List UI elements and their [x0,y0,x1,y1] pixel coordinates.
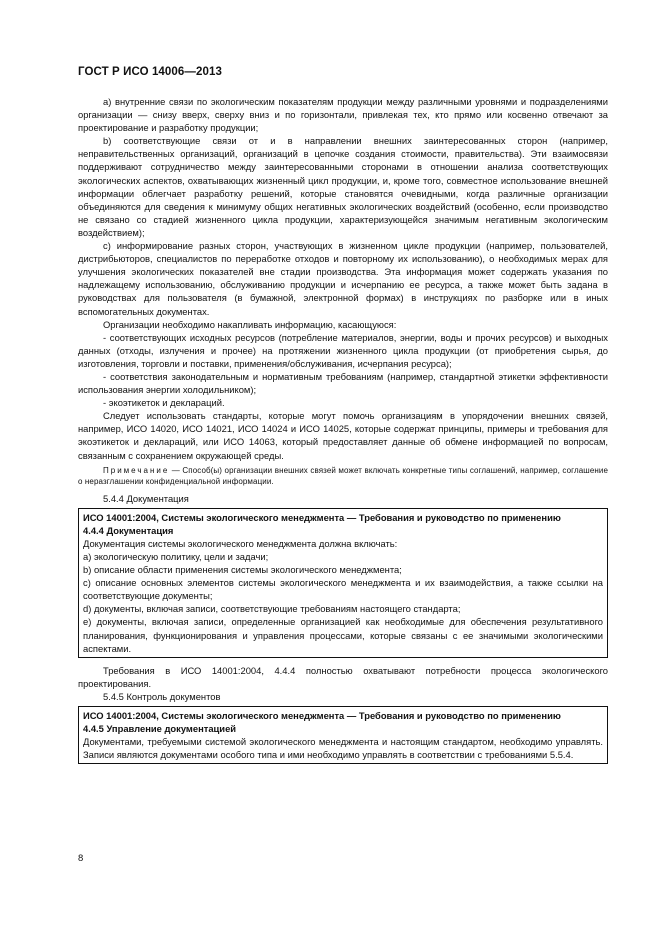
box1-line: e) документы, включая записи, определенные организацией как необходимые для обеспечения результативного планирования, функционирования и управления процессами, которые связаны с ее значимыми экологическими аспектами. [83,616,603,654]
note [78,465,608,488]
box1-line: Документация системы экологического менеджмента должна включать: [83,537,398,549]
standards-paragraph: Следует использовать стандарты, которые могут помочь организациям в упорядочении внешних связей, например, ИСО 14020, ИСО 14021, ИСО 14024 и ИСО 14025, которые содержат принципы, примеры и требования для экоэтикеток и деклараций, или ИСО 14063, который предоставляет данные об обмене информацией по вопросам, связанным с сохранением окружающей среды. [78,410,608,461]
box2-subtitle: 4.4.5 Управление документацией [83,723,237,735]
note-text: — Способ(ы) организации внешних связей может включать конкретные типы соглашений, например, соглашение о неразглашении конфиденциальной информации. [78,465,608,487]
box2-line: Документами, требуемыми системой экологического менеджмента и настоящим стандартом, необходимо управлять. Записи являются документами особого типа и ими необходимо управлять в соответствии с требованиями 5.5.4. [83,736,603,761]
item-c: с) информирование разных сторон, участвующих в жизненном цикле продукции (например, пользователей, дистрибьюторов, специалистов по переработке отходов и повторному их использованию), о необходимых мерах для улучшения экологических показателей вне стадии производства. Эта информация может содержать указания по надлежащему использованию, обслуживанию продукции и исчерпанию ее ресурса, а также может быть задана в руководствах для пользователя (в бумажной, электронной формах) в инструкциях по разборке или в иных вспомогательных документах. [78,240,608,317]
item-b: b) соответствующие связи от и в направлении внешних заинтересованных сторон (например, неправительственных организаций, организаций в цепочке создания стоимости, правительства). Эти взаимосвязи поддерживают сотрудничество между заинтересованными сторонами в отношении анализа соответствующих экологических аспектов, охватывающих жизненный цикл продукции, и, кроме того, совместное использование внешней информации облегчает разработку решений, которые становятся очевидными, когда различные организации объединяются для сведения к минимуму общих негативных экологических воздействий (особенно, если производство не связано со стадией жизненного цикла продукции, характеризующейся значимым негативным экологическим воздействием); [78,135,608,238]
after-box1-paragraph: Требования в ИСО 14001:2004, 4.4.4 полностью охватывают потребности процесса экологического проектирования. [78,664,608,689]
section-5-4-5-heading: 5.4.5 Контроль документов [103,690,221,702]
box1-subtitle: 4.4.4 Документация [83,524,174,536]
box2-title: ИСО 14001:2004, Системы экологического менеджмента — Требования и руководство по применению [83,710,561,722]
iso-quote-box-444 [78,508,608,658]
info-intro: Организации необходимо накапливать информацию, касающуюся: [103,318,397,330]
box1-line: d) документы, включая записи, соответствующие требованиям настоящего стандарта; [83,603,461,615]
page-number: 8 [78,853,84,864]
note-label: Примечание [103,465,170,475]
box1-line: c) описание основных элементов системы экологического менеджмента и их взаимодействия, а также ссылки на соответствующие документы; [83,577,603,602]
item-a: а) внутренние связи по экологическим показателям продукции между различными уровнями и подразделениями организации — снизу вверх, сверху вниз и по горизонтали, привлекая тех, кто прямо или косвенно отвечают за проектирование и разработку продукции; [78,96,608,134]
document-header: ГОСТ Р ИСО 14006—2013 [78,66,223,78]
bullet-ecolabels: - экоэтикеток и деклараций. [103,397,225,409]
iso-quote-box-445 [78,706,608,764]
bullet-resources: - соответствующих исходных ресурсов (потребление материалов, энергии, воды и прочих ресурсов) и выходных данных (отходы, излучения и прочее) на протяжении жизненного цикла продукции (от приобретения сырья, до изготовления, торговли и поставки, применения/обслуживания, исчерпания ресурса); [78,331,608,369]
box1-line: b) описание области применения системы экологического менеджмента; [83,564,402,576]
section-5-4-4-heading: 5.4.4 Документация [103,492,189,504]
box1-title: ИСО 14001:2004, Системы экологического менеджмента — Требования и руководство по применению [83,511,561,523]
box1-line: a) экологическую политику, цели и задачи; [83,551,269,562]
bullet-compliance: - соответствия законодательным и нормативным требованиям (например, стандартной этикетки эффективности использования энергии холодильником); [78,370,608,396]
page-content [78,95,608,770]
